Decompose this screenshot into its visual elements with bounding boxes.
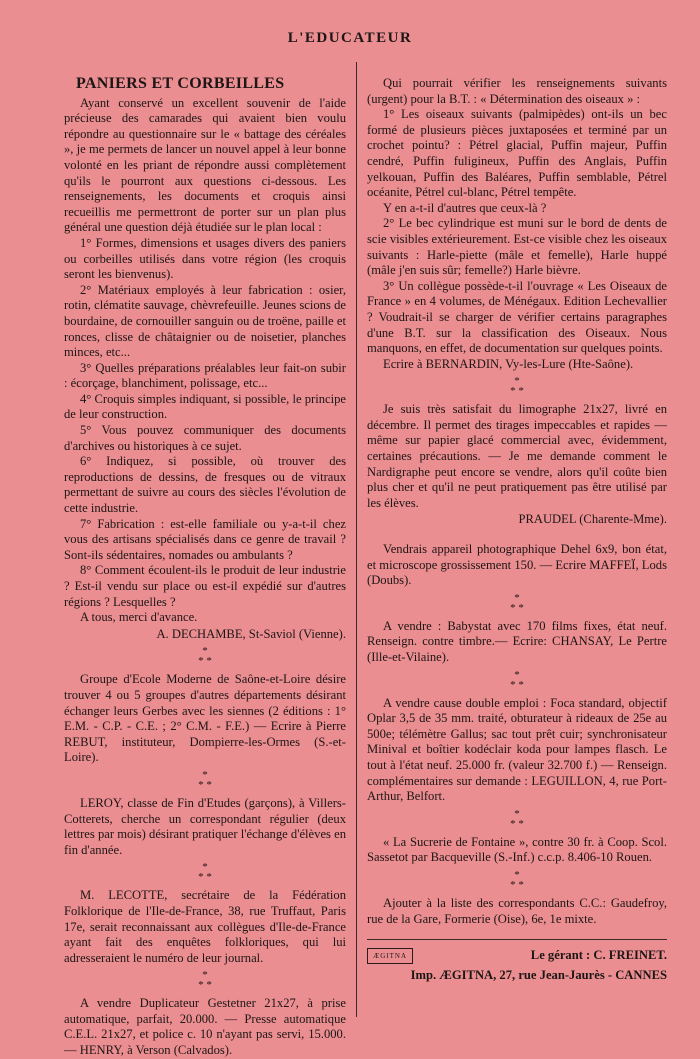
oiseaux-question-3: 3° Un collègue possède-t-il l'ouvrage « Les Oiseaux de France » en 4 volumes, de Ménégaux. Edition Lechevallier ? Voudrait-il se charger de vérifier certains paragraphes d'une B.T. sur la classification des Oiseaux. Nous manquons, en effet, de documentation sur quelques points. (367, 278, 667, 356)
gerant-line: Le gérant : C. FREINET. (530, 948, 667, 963)
notice-appareil: Vendrais appareil photographique Dehel 6x9, bon état, et microscope grossissement 150. — Ecrire MAFFEÏ, Lods (Doubs). (367, 542, 667, 588)
notice-groupe: Groupe d'Ecole Moderne de Saône-et-Loire désire trouver 4 ou 5 groupes d'autres départements désirant échanger leurs Gerbes avec les siennes (2 éditions : 1° E.M. - C.P. - C.E. ; 2° C.M. - F.E.) — Ecrire à Pierre REBUT, instituteur, Dompierre-les-Ormes (S.-et-Loire). (64, 672, 346, 765)
separator-stars: * * * (510, 868, 524, 891)
signature-bernardin: Ecrire à BERNARDIN, Vy-les-Lure (Hte-Saône). (383, 356, 634, 371)
separator-stars: * * * (198, 861, 212, 884)
separator-stars: * * * (198, 645, 212, 668)
footer (367, 939, 667, 984)
notice-duplicateur: A vendre Duplicateur Gestetner 21x27, à prise automatique, parfait, 20.000. — Presse automatique C.E.L. 21x27, et police c. 10 n'ayant pas servi, 15.000. — HENRY, à Verson (Calvados). (64, 996, 346, 1058)
question-2: 2° Matériaux employés à leur fabrication : osier, rotin, clématite sauvage, chèvrefeuille. Jeunes scions de bourdaine, de cornouiller sanguin ou de troëne, paille et ronces, clisse de châtaignier ou de noisetier, planches minces, etc... (64, 282, 346, 360)
right-column (367, 76, 667, 984)
question-4: 4° Croquis simples indiquant, si possible, le principe de leur construction. (64, 391, 346, 422)
column-divider (356, 62, 357, 1017)
notice-sucrerie: « La Sucrerie de Fontaine », contre 30 fr. à Coop. Scol. Sassetot par Bacqueville (S.-Inf.) c.c.p. 8.406-10 Rouen. (367, 834, 667, 865)
notice-limographe: Je suis très satisfait du limographe 21x27, livré en décembre. Il permet des tirages impeccables et rapides — même sur papier glacé commercial avec, évidemment, certaines précautions. — Je me demande comment le Nardigraphe peut encore se vendre, alors qu'il coûte bien plus cher et qu'il ne peut pratiquement pas être utilisé par les élèves. (367, 402, 667, 510)
oiseaux-intro: Qui pourrait vérifier les renseignements suivants (urgent) pour la B.T. : « Détermination des oiseaux » : (367, 76, 667, 106)
oiseaux-question-2: 2° Le bec cylindrique est muni sur le bord de dents de scie visibles extérieurement. Est-ce visible chez les oiseaux suivants : Harle-piette (mâle et femelle), Harle huppé (mâle j'en suis sûr; femelle?) Harle bièvre. (367, 216, 667, 278)
notice-lecotte: M. LECOTTE, secrétaire de la Fédération Folklorique de l'Ile-de-France, 38, rue Truffaut, Paris 17e, serait reconnaissant aux collègues d'Ile-de-France ayant fait des enquêtes folkloriques, qui lui adresseraient le numéro de leur journal. (64, 888, 346, 965)
signature-praudel: PRAUDEL (Charente-Mme). (518, 512, 667, 527)
notice-foca: A vendre cause double emploi : Foca standard, objectif Oplar 3,5 de 35 mm. traité, obturateur à rideaux de 25e au 500e; télémètre Gallus; sac tout prêt cuir; synchronisateur Minival et boîtier kodéclair koda pour lampes flasch. Le tout à l'état neuf. 25.000 fr. (valeur 32.700 f.) — Renseign. complémentaires sur demande : LEGUILLON, 4, rue Port-Arthur, Belfort. (367, 695, 667, 804)
separator-stars: * * * (510, 668, 524, 691)
separator-stars: * * * (198, 969, 212, 992)
notice-leroy: LEROY, classe de Fin d'Etudes (garçons), à Villers-Cotterets, cherche un correspondant régulier (deux lettres par mois) désirant pratiquer l'échange d'élèves en fin d'année. (64, 795, 346, 857)
article-intro: Ayant conservé un excellent souvenir de l'aide précieuse des camarades qui avaient bien voulu répondre au questionnaire sur le « battage des céréales », je me permets de lancer un nouvel appel à leur bonne volonté en les priant de répondre aussi complètement qu'ils le pourront aux questions ci-dessous. Les renseignements, les documents et croquis ainsi recueillis me permettront de porter sur un plan plus général une question déjà étudiée sur le plan local : (64, 95, 346, 235)
imprimeur-line: Imp. ÆGITNA, 27, rue Jean-Jaurès - CANNES (410, 968, 667, 983)
question-1: 1° Formes, dimensions et usages divers des paniers ou corbeilles utilisés dans votre région (les croquis seront les bienvenus). (64, 235, 346, 282)
signature-dechambe: A. DECHAMBE, St-Saviol (Vienne). (156, 626, 346, 641)
thanks-line: A tous, merci d'avance. (80, 610, 198, 625)
page-header: L'EDUCATEUR (287, 30, 413, 46)
article-title: PANIERS ET CORBEILLES (76, 75, 285, 92)
question-7: 7° Fabrication : est-elle familiale ou y-a-t-il chez vous des artisans spécialisés dans ce genre de travail ? Sont-ils sédentaires, nomades ou ambulants ? (64, 516, 346, 562)
oiseaux-question-1b: Y en a-t-il d'autres que ceux-là ? (383, 200, 547, 215)
question-3: 3° Quelles préparations préalables leur fait-on subir : écorçage, blanchiment, polissage, etc... (64, 360, 346, 391)
notice-babystat: A vendre : Babystat avec 170 films fixes, état neuf. Renseign. contre timbre.— Ecrire: CHANSAY, Le Pertre (Ille-et-Vilaine). (367, 618, 667, 664)
question-8: 8° Comment écoulent-ils le produit de leur industrie ? Est-il vendu sur place ou est-il expédié sur d'autres régions ? Lesquelles ? (64, 563, 346, 609)
left-column (64, 76, 346, 1059)
separator-stars: * * * (510, 375, 524, 398)
separator-stars: * * * (198, 768, 212, 791)
notice-correspondants: Ajouter à la liste des correspondants C.C.: Gaudefroy, rue de la Gare, Formerie (Oise), 6e, 1e mixte. (367, 895, 667, 926)
oiseaux-question-1: 1° Les oiseaux suivants (palmipèdes) ont-ils un bec formé de plusieurs pièces juxtaposées et terminé par un crochet pointu? : Pétrel glacial, Puffin majeur, Puffin cendré, Puffin fuligineux, Puffin des Anglais, Puffin yelkouan, Puffin des Baléares, Puffin semblable, Pétrel océanite, Pétrel cul-blanc, Pétrel tempête. (367, 107, 667, 200)
separator-stars: * * * (510, 807, 524, 830)
question-6: 6° Indiquez, si possible, où trouver des reproductions de dessins, de fresques ou de vitraux permettant de suivre au cours des siècles l'évolution de cette industrie. (64, 454, 346, 516)
separator-stars: * * * (510, 591, 524, 614)
question-5: 5° Vous pouvez communiquer des documents d'archives ou historiques à ce sujet. (64, 423, 346, 453)
printer-logo: ÆGITNA (367, 948, 413, 964)
